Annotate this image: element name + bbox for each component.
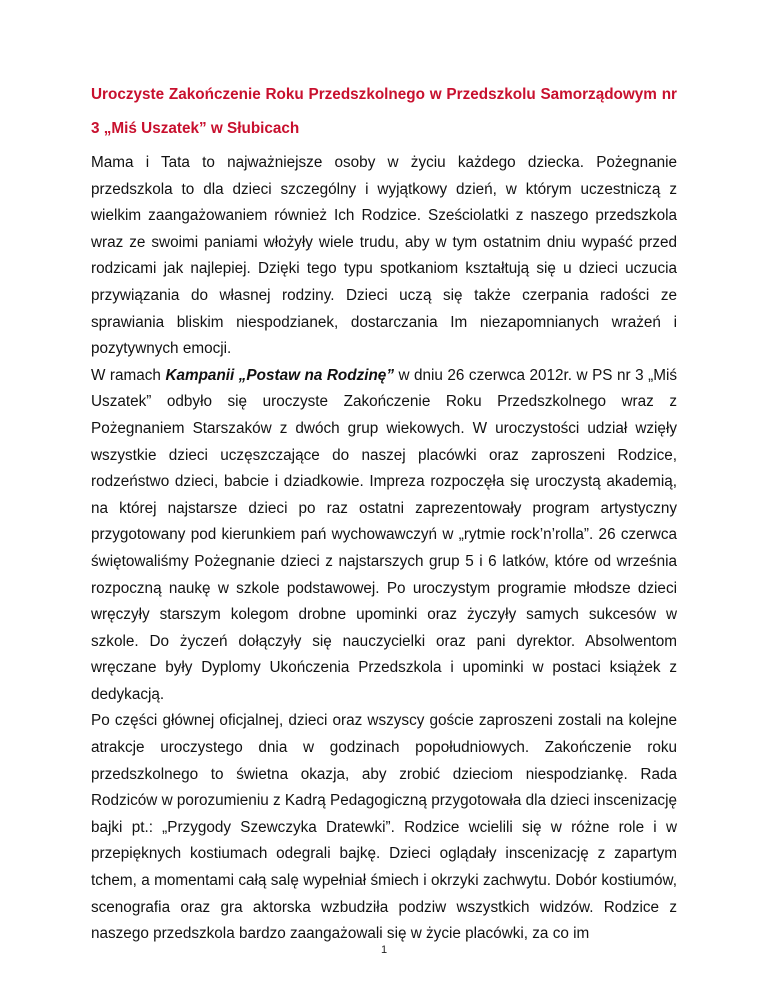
paragraph-campaign: [91, 363, 677, 709]
paragraph-campaign-prefix: W ramach: [91, 366, 166, 384]
document-title: Uroczyste Zakończenie Roku Przedszkolnego w Przedszkolu Samorządowym nr 3 „Miś Uszatek” w Słubicach: [91, 86, 677, 137]
paragraph-campaign-body: w dniu 26 czerwca 2012r. w PS nr 3 „Miś Uszatek” odbyło się uroczyste Zakończenie Roku Przedszkolnego wraz z Pożegnaniem Starszaków z dwóch grup wiekowych. W uroczystości udział wzięły wszystkie dzieci uczęszczające do naszej placówki oraz zaproszeni Rodzice, rodzeństwo dzieci, babcie i dziadkowie. Impreza rozpoczęła się uroczystą akademią, na której najstarsze dzieci po raz ostatni zaprezentowały program artystyczny przygotowany pod kierunkiem pań wychowawczyń w „rytmie rock’n’rolla”. 26 czerwca świętowaliśmy Pożegnanie dzieci z najstarszych grup 5 i 6 latków, które od września rozpoczną naukę w szkole podstawowej. Po uroczystym programie młodsze dzieci wręczyły starszym kolegom drobne upominki oraz życzyły samych sukcesów w szkole. Do życzeń dołączyły się nauczycielki oraz pani dyrektor. Absolwentom wręczane były Dyplomy Ukończenia Przedszkola i upominki w postaci książek z dedykacją.: [91, 366, 677, 703]
paragraph-intro: Mama i Tata to najważniejsze osoby w życiu każdego dziecka. Pożegnanie przedszkola to dla dzieci szczególny i wyjątkowy dzień, w którym uczestniczą z wielkim zaangażowaniem również Ich Rodzice. Sześciolatki z naszego przedszkola wraz ze swoimi paniami włożyły wiele trudu, aby w tym ostatnim dniu wypaść przed rodzicami jak najlepiej. Dzięki tego typu spotkaniom kształtują się u dzieci uczucia przywiązania do własnej rodziny. Dzieci uczą się także czerpania radości ze sprawiania bliskim niespodzianek, dostarczania Im niezapomnianych wrażeń i pozytywnych emocji.: [91, 154, 677, 358]
campaign-name: Kampanii „Postaw na Rodzinę”: [165, 366, 394, 384]
document-page: [91, 78, 677, 948]
page-number: 1: [380, 944, 388, 956]
paragraph-afternoon: Po części głównej oficjalnej, dzieci oraz wszyscy goście zaproszeni zostali na kolejne atrakcje uroczystego dnia w godzinach popołudniowych. Zakończenie roku przedszkolnego to świetna okazja, aby zrobić dzieciom niespodziankę. Rada Rodziców w porozumieniu z Kadrą Pedagogiczną przygotowała dla dzieci inscenizację bajki pt.: „Przygody Szewczyka Dratewki”. Rodzice wcielili się w różne role i w przepięknych kostiumach odegrali bajkę. Dzieci oglądały inscenizację z zapartym tchem, a momentami całą salę wypełniał śmiech i okrzyki zachwytu. Dobór kostiumów, scenografia oraz gra aktorska wzbudziła podziw wszystkich widzów. Rodzice z naszego przedszkola bardzo zaangażowali się w życie placówki, za co im: [91, 712, 677, 943]
